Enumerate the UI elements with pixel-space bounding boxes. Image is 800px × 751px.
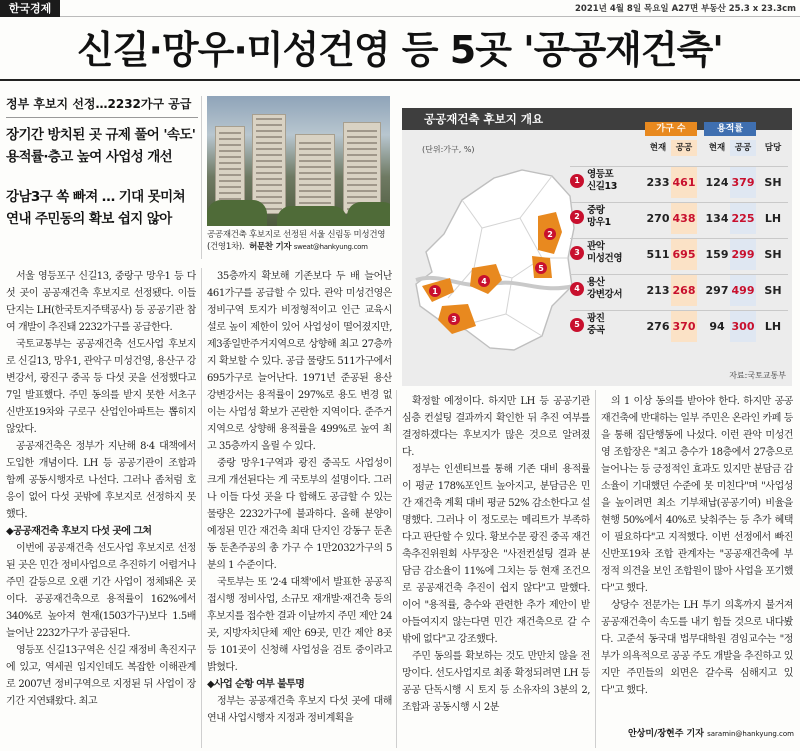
- table-row: [570, 166, 788, 197]
- table-row: [570, 202, 788, 233]
- svg-text:5: 5: [538, 264, 544, 273]
- units-current: 270: [646, 212, 670, 225]
- photo-trees: [207, 200, 267, 226]
- article-paragraph: 주민 동의를 확보하는 것도 만만치 않을 전망이다. 선도사업지로 최종 확정되려면 LH 등 공공 단독시행 시 토지 등 소유자의 3분의 2, 조합과 공동시행 시 2분: [402, 651, 590, 713]
- units-current: 511: [646, 248, 670, 261]
- column-rule: [201, 96, 202, 259]
- map-marker: [448, 313, 460, 325]
- photo-credit: 허문찬 기자: [249, 242, 292, 252]
- subheadline-2-line: 장기간 방치된 곳 규제 풀어 '속도': [6, 127, 196, 143]
- article-paragraph: 영등포 신길13구역은 신길 재정비 촉진지구에 있고, 역세권 입지인데도 복잡한 이해관계로 2007년 정비구역으로 지정된 뒤 사업이 장기간 지연돼왔다. 최고: [6, 645, 196, 707]
- row-site: 용산 강변강서: [587, 277, 623, 300]
- article-paragraph: 이번에 공공재건축 선도사업 후보지로 선정된 곳은 민간 정비사업으로 추진하기 어렵거나 주민 갈등으로 오랜 기간 사업이 정체돼온 곳이다. 공공재건축으로 용적률이 162%에서 340%로 높아져 현재(1503가구)보다 1.5배 늘어난 2232가구가 공급된다.: [6, 543, 196, 639]
- article-paragraph: 확정할 예정이다. 하지만 LH 등 공공기관 심층 컨설팅 결과까지 확인한 뒤 추진 여부를 결정하겠다는 후보지가 많은 것으로 알려졌다.: [402, 396, 590, 458]
- col-agency: 담당: [764, 143, 782, 153]
- photo-caption: [207, 229, 392, 253]
- section-heading: ◆공공재건축 후보지 다섯 곳에 그쳐: [6, 526, 152, 537]
- photo-email: sweat@hankyung.com: [293, 243, 368, 251]
- far-current: 134: [705, 212, 729, 225]
- infographic-panel: [402, 108, 792, 386]
- far-public: 379: [730, 167, 756, 198]
- caption-text: 공공재건축 후보지로 선정된 서울 신림동 미성건영(건영1차).: [207, 230, 386, 252]
- row-site: 광진 중곡: [587, 313, 605, 336]
- row-site: 중랑 망우1: [587, 205, 611, 228]
- col-current-units: 현재: [649, 143, 667, 153]
- far-public: 499: [730, 275, 756, 306]
- column-rule: [201, 268, 202, 748]
- agency: SH: [764, 176, 782, 189]
- article-paragraph: 의 1 이상 동의를 받아야 한다. 하지만 공공재건축에 반대하는 일부 주민은 온라인 카페 등을 통해 집단행동에 나섰다. 이런 관악 미성건영 조합장은 "최고 층수가 18층에서 27층으로 늘어나는 등 긍정적인 효과도 있지만 분담금 감소율이 기대했던 수준에 못 미친다"며 "사업성을 높이려면 최소 기부채납(공공기여) 비율을 현행 50%에서 40%로 낮춰주는 등 추가 혜택이 필요하다"고 지적했다. 이번 선정에서 빠진 신반포19차 조합 관계자는 "공공재건축에 부정적 의견을 보인 조합원이 많아 사업을 포기했다"고 했다.: [601, 396, 793, 594]
- col-public-units: 공공: [671, 140, 697, 156]
- seoul-outline: [416, 170, 574, 350]
- agency: LH: [764, 212, 782, 225]
- table-row: [570, 274, 788, 305]
- section-heading: ◆사업 순항 여부 불투명: [207, 679, 305, 690]
- masthead-bar: [0, 0, 800, 17]
- row-number: 2: [570, 210, 584, 224]
- column-rule: [396, 390, 397, 748]
- units-current: 276: [646, 320, 670, 333]
- units-public: 695: [671, 239, 697, 270]
- map-marker: [544, 228, 556, 240]
- photo-trees: [277, 206, 347, 226]
- far-public: 300: [730, 311, 756, 342]
- infographic-source: 자료:국토교통부: [729, 371, 786, 380]
- subheadline-3: [6, 186, 198, 230]
- column-rule: [595, 390, 596, 748]
- agency: SH: [764, 284, 782, 297]
- header-far: 용적률: [704, 122, 756, 136]
- byline: [584, 726, 794, 739]
- apartment-photo: [207, 96, 390, 226]
- units-public: 461: [671, 167, 697, 198]
- publication-info: 2021년 4월 8일 목요일 A27면 부동산 25.3 x 23.3cm: [575, 4, 796, 14]
- article-paragraph: 중랑 망우1구역과 광진 중곡도 사업성이 크게 개선된다는 게 국토부의 설명이다. 그러나 이들 다섯 곳을 다 합해도 공급할 수 있는 물량은 2232가구에 불과하다. 올해 분양이 예정된 민간 재건축 최대 단지인 강동구 둔촌동 둔촌주공의 총 가구 수 1만2032가구의 5분의 1 수준이다.: [207, 458, 392, 571]
- row-number: 4: [570, 282, 584, 296]
- row-number: 1: [570, 174, 584, 188]
- photo-building: [295, 134, 335, 214]
- article-paragraph: 공공재건축은 정부가 지난해 8·4 대책에서 도입한 개념이다. LH 등 공공기관이 조합과 함께 공동시행자로 나선다. 그러나 좀처럼 호응이 없어 다섯 곳밖에 후보지로 선정하지 못했다.: [6, 441, 196, 520]
- far-public: 299: [730, 239, 756, 270]
- subheadline-1: 정부 후보지 선정…2232가구 공급: [6, 96, 198, 118]
- subheadline-3-line: 강남3구 쏙 빠져 … 기대 못미쳐: [6, 189, 186, 205]
- agency: LH: [764, 320, 782, 333]
- row-number: 3: [570, 246, 584, 260]
- units-current: 233: [646, 176, 670, 189]
- col-current-far: 현재: [708, 143, 726, 153]
- map-marker: [478, 275, 490, 287]
- svg-text:3: 3: [451, 315, 457, 324]
- article-paragraph: 정부는 인센티브를 통해 기존 대비 용적률이 평균 178%포인트 높아지고, 분담금은 민간 재건축 계획 대비 평균 52% 감소한다고 설명했다. 그러나 이 정도로는 메리트가 부족하다고 판단할 수 있다. 황보수문 광진 중곡 재건축추진위원회 사무장은 "사전컨설팅 결과 분담금 감소율이 11%에 그치는 등 현재 조건으로 공공재건축 추진이 쉽지 않다"고 말했다. 이어 "용적률, 층수와 관련한 추가 제안이 받아들여지지 않는다면 민간 재건축으로 갈 수밖에 없다"고 강조했다.: [402, 464, 590, 645]
- photo-building: [252, 114, 286, 214]
- map-marker: [535, 262, 547, 274]
- row-site: 영등포 신길13: [587, 169, 617, 192]
- article-paragraph: 35층까지 확보해 기존보다 두 배 늘어난 461가구를 공급할 수 있다. 관악 미성건영은 정비구역 토지가 비정형적이고 인근 교육시설로 높이 제한이 있어 사업성이 떨어졌지만, 제3종일반주거지역으로 상향해 최고 27층까지 확보할 수 있다. 공급 물량도 511가구에서 695가구로 늘어난다. 1971년 준공된 용산 강변강서는 용적률이 297%로 용도 변경 없이는 사업성 확보가 곤란한 지역이다. 준주거지역으로 상향해 용적률을 499%로 높여 최고 35층까지 올릴 수 있다.: [207, 271, 392, 452]
- map-marker: [429, 285, 441, 297]
- far-current: 124: [705, 176, 729, 189]
- article-paragraph: 상당수 전문가는 LH 투기 의혹까지 불거져 공공재건축이 속도를 내기 힘들 것으로 내다봤다. 고준석 동국대 법무대학원 겸임교수는 "정부가 의욕적으로 공공 주도 개발을 추진하고 있지만 주민들의 외면은 갈수록 심해지고 있다"고 했다.: [601, 600, 793, 696]
- units-public: 438: [671, 203, 697, 234]
- byline-reporters: 안상미/장현주 기자: [627, 729, 704, 739]
- infographic-unit: (단위:가구, %): [422, 145, 475, 154]
- subheadline-3-line: 연내 주민동의 확보 쉽지 않아: [6, 211, 172, 227]
- units-public: 268: [671, 275, 697, 306]
- subheadline-2: [6, 124, 198, 168]
- photo-trees: [347, 202, 390, 226]
- byline-email: saramin@hankyung.com: [707, 730, 794, 738]
- far-current: 94: [709, 320, 725, 333]
- article-column-2: [207, 268, 392, 748]
- far-current: 297: [705, 284, 729, 297]
- article-column-4: [601, 393, 793, 723]
- row-site: 관악 미성건영: [587, 241, 623, 264]
- units-current: 213: [646, 284, 670, 297]
- table-row: [570, 238, 788, 269]
- article-column-1: [6, 268, 196, 748]
- infographic-title: 공공재건축 후보지 개요: [402, 108, 792, 130]
- svg-text:1: 1: [432, 287, 438, 296]
- far-public: 225: [730, 203, 756, 234]
- article-paragraph: 정부는 공공재건축 후보지 다섯 곳에 대해 연내 사업시행자 지정과 정비계획을: [207, 696, 392, 724]
- subheadline-block: [6, 96, 198, 230]
- article-paragraph: 국토교통부는 공공재건축 선도사업 후보지로 신길13, 망우1, 관악구 미성건영, 용산구 강변강서, 광진구 중곡 등 다섯 곳을 선정했다고 7일 발표했다. 주민 동의를 받지 못한 서초구 신반포19차와 구로구 산업인아파트는 뽑히지 않았다.: [6, 339, 196, 435]
- agency: SH: [764, 248, 782, 261]
- row-number: 5: [570, 318, 584, 332]
- svg-text:2: 2: [547, 230, 553, 239]
- header-units: 가구 수: [645, 122, 697, 136]
- col-public-far: 공공: [730, 140, 756, 156]
- units-public: 370: [671, 311, 697, 342]
- table-row: [570, 310, 788, 341]
- photo-building: [343, 122, 381, 214]
- svg-text:4: 4: [481, 277, 487, 286]
- subheadline-2-line: 용적률·층고 높여 사업성 개선: [6, 149, 173, 165]
- article-paragraph: 국토부는 또 '2·4 대책'에서 발표한 공공직접시행 정비사업, 소규모 재개발·재건축 등의 후보지를 접수한 결과 이날까지 주민 제안 24곳, 지방자치단체 제안 69곳, 민간 제안 8곳 등 101곳이 신청해 사업성을 검토 중이라고 밝혔다.: [207, 577, 392, 673]
- far-current: 159: [705, 248, 729, 261]
- article-column-3: [402, 393, 590, 748]
- page-headline: 신길·망우·미성건영 등 5곳 '공공재건축': [0, 19, 800, 81]
- newspaper-logo: 한국경제: [0, 0, 60, 17]
- article-paragraph: 서울 영등포구 신길13, 중랑구 망우1 등 다섯 곳이 공공재건축 후보지로 선정됐다. 이들 단지는 LH(한국토지주택공사) 등 공공기관 참여 개발이 추진돼 2232가구를 공급한다.: [6, 271, 196, 333]
